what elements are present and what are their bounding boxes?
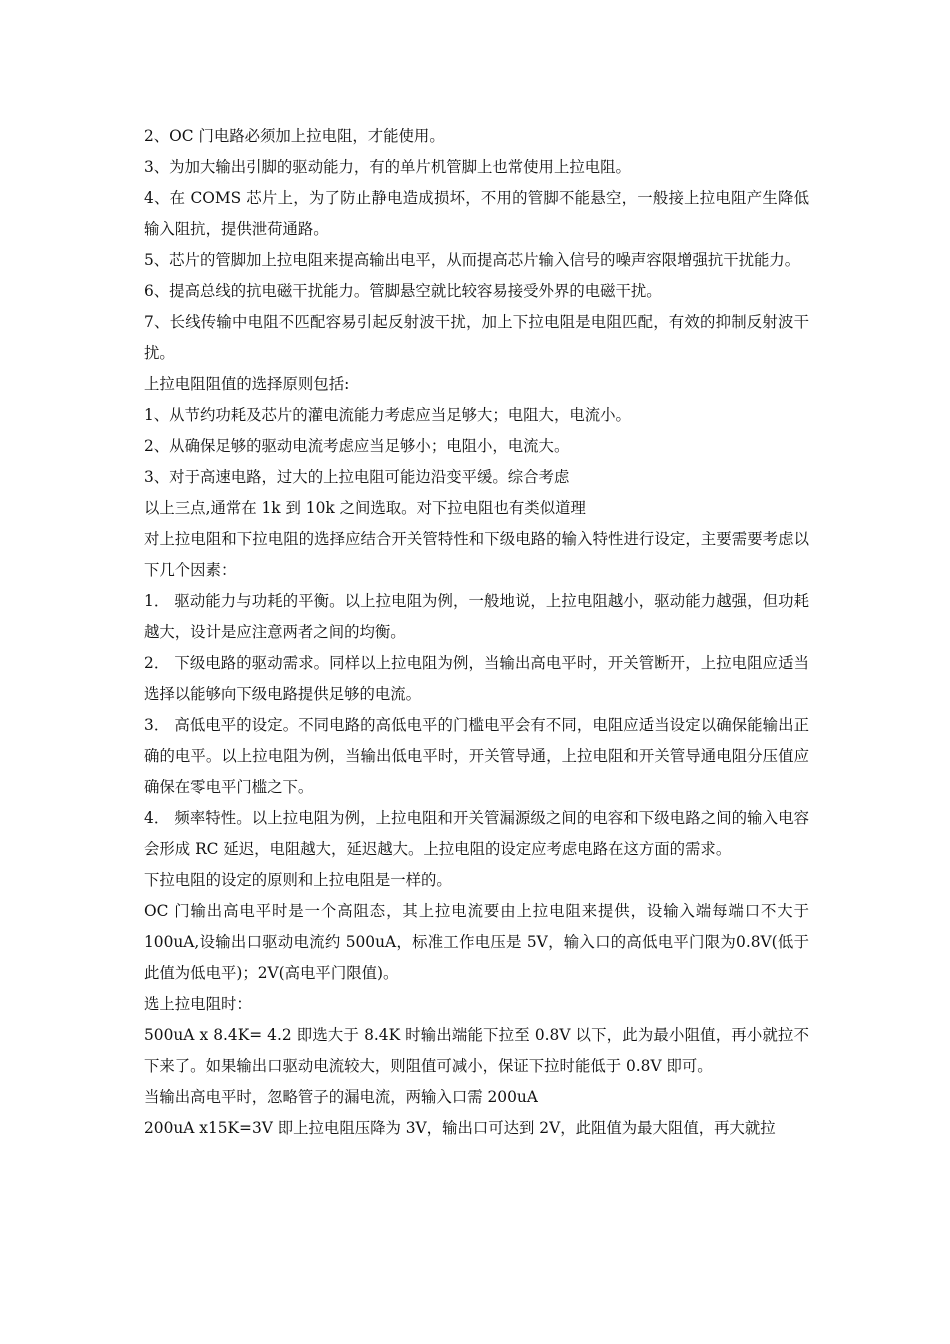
paragraph: 3． 高低电平的设定。不同电路的高低电平的门槛电平会有不同，电阻应适当设定以确保能输出正确的电平。以上拉电阻为例，当输出低电平时，开关管导通，上拉电阻和开关管导通电阻分压值应确保在零电平门槛之下。	[144, 716, 809, 796]
paragraph: 对上拉电阻和下拉电阻的选择应结合开关管特性和下级电路的输入特性进行设定，主要需要考虑以下几个因素：	[144, 530, 809, 579]
paragraph: 1、从节约功耗及芯片的灌电流能力考虑应当足够大；电阻大，电流小。	[144, 406, 631, 424]
paragraph: 下拉电阻的设定的原则和上拉电阻是一样的。	[144, 871, 452, 889]
paragraph: 3、对于高速电路，过大的上拉电阻可能边沿变平缓。综合考虑	[144, 468, 570, 486]
section-heading: 上拉电阻阻值的选择原则包括:	[144, 375, 350, 393]
paragraph: 以上三点,通常在 1k 到 10k 之间选取。对下拉电阻也有类似道理	[144, 499, 586, 517]
paragraph: 2． 下级电路的驱动需求。同样以上拉电阻为例，当输出高电平时，开关管断开，上拉电阻应适当选择以能够向下级电路提供足够的电流。	[144, 654, 809, 703]
paragraph: OC 门输出高电平时是一个高阻态，其上拉电流要由上拉电阻来提供，设输入端每端口不大于 100uA,设输出口驱动电流约 500uA，标准工作电压是 5V，输入口的高低电平门限为0.8V(低于此值为低电平)；2V(高电平门限值)。	[144, 902, 809, 982]
paragraph: 7、长线传输中电阻不匹配容易引起反射波干扰，加上下拉电阻是电阻匹配，有效的抑制反射波干扰。	[144, 313, 809, 362]
paragraph: 2、OC 门电路必须加上拉电阻，才能使用。	[144, 127, 445, 145]
paragraph: 4、在 COMS 芯片上，为了防止静电造成损坏，不用的管脚不能悬空，一般接上拉电阻产生降低输入阻抗，提供泄荷通路。	[144, 189, 809, 238]
paragraph: 4． 频率特性。以上拉电阻为例，上拉电阻和开关管漏源级之间的电容和下级电路之间的输入电容会形成 RC 延迟，电阻越大，延迟越大。上拉电阻的设定应考虑电路在这方面的需求。	[144, 809, 809, 858]
paragraph: 3、为加大输出引脚的驱动能力，有的单片机管脚上也常使用上拉电阻。	[144, 158, 631, 176]
paragraph: 6、提高总线的抗电磁干扰能力。管脚悬空就比较容易接受外界的电磁干扰。	[144, 282, 662, 300]
paragraph: 当输出高电平时，忽略管子的漏电流，两输入口需 200uA	[144, 1088, 538, 1106]
paragraph: 200uA x15K=3V 即上拉电阻压降为 3V，输出口可达到 2V，此阻值为最大阻值，再大就拉	[144, 1119, 776, 1137]
paragraph: 500uA x 8.4K= 4.2 即选大于 8.4K 时输出端能下拉至 0.8V 以下，此为最小阻值，再小就拉不下来了。如果输出口驱动电流较大，则阻值可减小，保证下拉时能低于 0.8V 即可。	[144, 1026, 809, 1075]
paragraph: 2、从确保足够的驱动电流考虑应当足够小；电阻小，电流大。	[144, 437, 570, 455]
paragraph: 1． 驱动能力与功耗的平衡。以上拉电阻为例，一般地说，上拉电阻越小，驱动能力越强，但功耗越大，设计是应注意两者之间的均衡。	[144, 592, 809, 641]
paragraph: 5、芯片的管脚加上拉电阻来提高输出电平，从而提高芯片输入信号的噪声容限增强抗干扰能力。	[144, 251, 801, 269]
document-body	[144, 121, 809, 1144]
paragraph: 选上拉电阻时：	[144, 995, 252, 1013]
